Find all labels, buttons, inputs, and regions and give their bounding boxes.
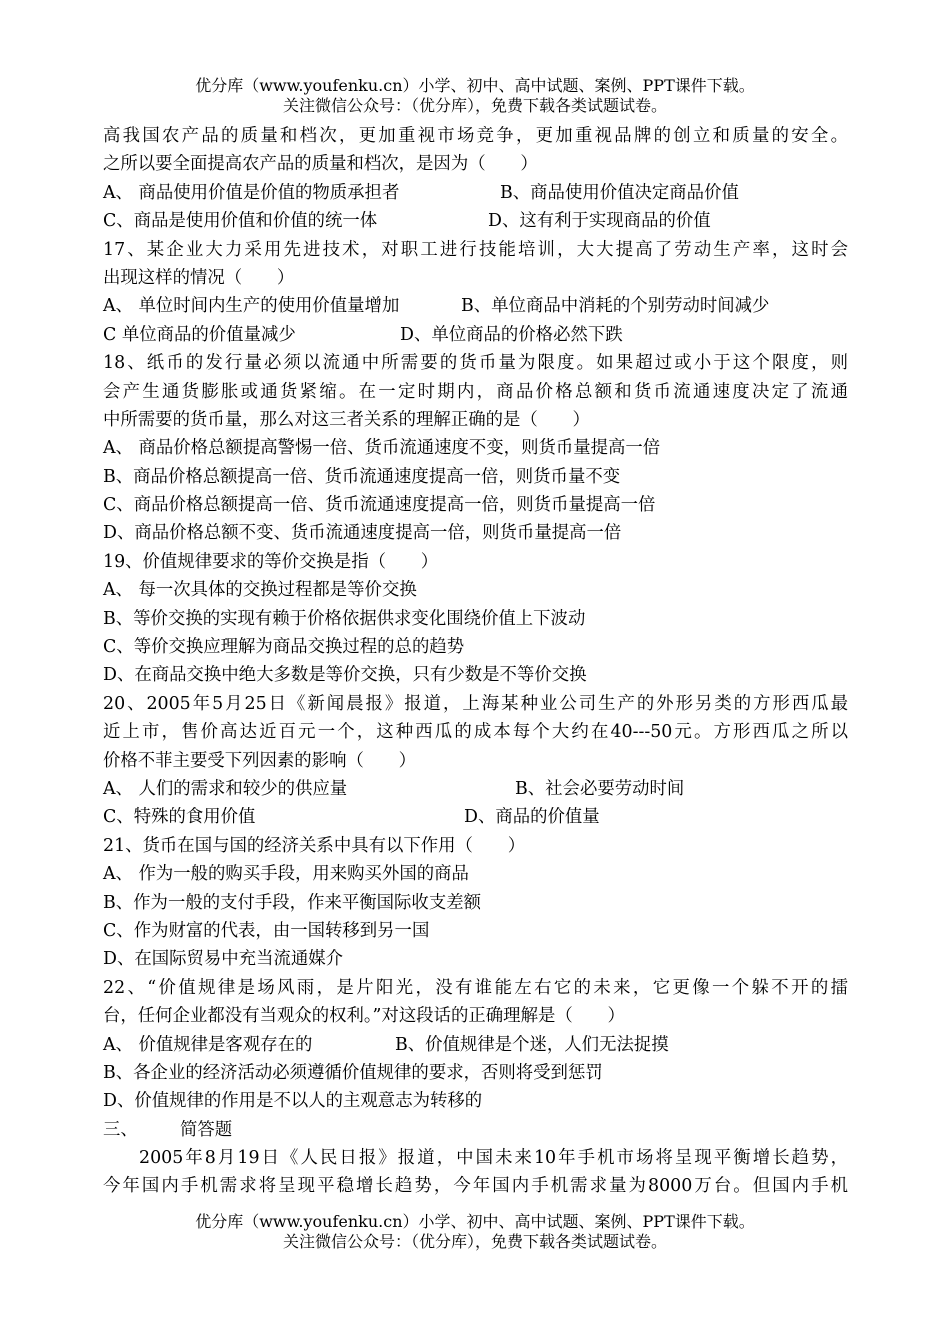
page-header [0, 76, 950, 116]
q18-option-d: D、商品价格总额不变、货币流通速度提高一倍，则货币量提高一倍 [103, 523, 622, 544]
section-3-number: 三、 [103, 1119, 138, 1140]
q16-option-a: A、 商品使用价值是价值的物质承担者 [103, 182, 400, 203]
passage-line-1: 2005年8月19日《人民日报》报道，中国未来10年手机市场将呈现平衡增长趋势， [139, 1148, 848, 1169]
q18-option-b: B、商品价格总额提高一倍、货币流通速度提高一倍，则货币量不变 [103, 466, 621, 487]
q20-options-row-1 [103, 775, 848, 803]
q22-stem-line-1: 22、“价值规律是场风雨，是片阳光，没有谁能左右它的未来，它更像一个躲不开的擂 [103, 977, 848, 998]
q19-stem-line-1: 19、价值规律要求的等价交换是指（ ） [103, 551, 439, 572]
q21-option-b: B、作为一般的支付手段，作来平衡国际收支差额 [103, 892, 481, 913]
q19-option-d: D、在商品交换中绝大多数是等价交换，只有少数是不等价交换 [103, 665, 587, 686]
q20-option-d: D、商品的价值量 [464, 807, 600, 828]
q16-options-row-2 [103, 207, 848, 235]
q22-option-a: A、 价值规律是客观存在的 [103, 1034, 313, 1055]
q22-option-b: B、价值规律是个迷，人们无法捉摸 [395, 1034, 669, 1055]
q19-option-b: B、等价交换的实现有赖于价格依据供求变化围绕价值上下波动 [103, 608, 586, 629]
header-line-2: 关注微信公众号：（优分库），免费下载各类试题试卷。 [282, 96, 667, 115]
document-body [103, 122, 848, 1201]
q22-option-d: D、价值规律的作用是不以人的主观意志为转移的 [103, 1091, 483, 1112]
q20-option-c: C、特殊的食用价值 [103, 807, 256, 828]
q17-options-row-2 [103, 321, 848, 349]
q22-stem-line-2: 台，任何企业都没有当观众的权利。”对这段话的正确理解是（ ） [103, 1006, 625, 1027]
q17-option-a: A、 单位时间内生产的使用价值量增加 [103, 296, 400, 317]
q18-stem-line-1: 18、纸币的发行量必须以流通中所需要的货币量为限度。如果超过或小于这个限度，则 [103, 353, 848, 374]
q16-stem-line-1: 高我国农产品的质量和档次，更加重视市场竞争，更加重视品牌的创立和质量的安全。 [103, 126, 848, 146]
q20-options-row-2 [103, 803, 848, 831]
q16-stem-line-2: 之所以要全面提高农产品的质量和档次，是因为（ ） [103, 154, 538, 175]
q16-option-b: B、商品使用价值决定商品价值 [500, 182, 739, 203]
q16-option-d: D、这有利于实现商品的价值 [488, 211, 711, 232]
page-footer [0, 1212, 950, 1252]
q21-option-a: A、 作为一般的购买手段，用来购买外国的商品 [103, 864, 469, 885]
q19-option-c: C、等价交换应理解为商品交换过程的总的趋势 [103, 637, 465, 658]
q20-stem-line-3: 价格不菲主要受下列因素的影响（ ） [103, 750, 417, 771]
q22-options-row-1 [103, 1031, 848, 1059]
q17-option-b: B、单位商品中消耗的个别劳动时间减少 [461, 296, 770, 317]
q17-stem-line-2: 出现这样的情况（ ） [103, 267, 295, 288]
q20-stem-line-2: 近上市，售价高达近百元一个，这种西瓜的成本每个大约在40---50元。方形西瓜之所以 [103, 722, 848, 743]
q18-option-a: A、 商品价格总额提高警惕一倍、货币流通速度不变，则货币量提高一倍 [103, 438, 661, 459]
q17-option-d: D、单位商品的价格必然下跌 [400, 324, 623, 345]
q17-option-c: C 单位商品的价值量减少 [103, 324, 296, 345]
section-3-heading [103, 1116, 848, 1144]
section-3-title: 简答题 [180, 1119, 233, 1140]
q17-stem-line-1: 17、某企业大力采用先进技术，对职工进行技能培训，大大提高了劳动生产率，这时会 [103, 239, 848, 260]
q21-option-c: C、作为财富的代表，由一国转移到另一国 [103, 920, 430, 941]
q22-option-c: B、各企业的经济活动必须遵循价值规律的要求，否则将受到惩罚 [103, 1062, 603, 1083]
q18-stem-line-3: 中所需要的货币量，那么对这三者关系的理解正确的是（ ） [103, 409, 590, 430]
q17-options-row-1 [103, 292, 848, 320]
passage-line-2: 今年国内手机需求将呈现平稳增长趋势，今年国内手机需求量为8000万台。但国内手机 [103, 1176, 848, 1197]
q20-option-a: A、 人们的需求和较少的供应量 [103, 778, 348, 799]
q21-option-d: D、在国际贸易中充当流通媒介 [103, 949, 344, 970]
q19-option-a: A、 每一次具体的交换过程都是等价交换 [103, 580, 417, 601]
q21-stem-line-1: 21、货币在国与国的经济关系中具有以下作用（ ） [103, 835, 526, 856]
header-line-1: 优分库（www.youfenku.cn）小学、初中、高中试题、案例、PPT课件下载。 [195, 76, 755, 95]
q20-option-b: B、社会必要劳动时间 [515, 778, 685, 799]
q16-options-row-1 [103, 179, 848, 207]
q20-stem-line-1: 20、2005年5月25日《新闻晨报》报道，上海某种业公司生产的外形另类的方形西瓜最 [103, 693, 848, 714]
q16-option-c: C、商品是使用价值和价值的统一体 [103, 211, 378, 232]
footer-line-2: 关注微信公众号：（优分库），免费下载各类试题试卷。 [282, 1232, 667, 1251]
q18-option-c: C、商品价格总额提高一倍、货币流通速度提高一倍，则货币量提高一倍 [103, 495, 656, 516]
q18-stem-line-2: 会产生通货膨胀或通货紧缩。在一定时期内，商品价格总额和货币流通速度决定了流通 [103, 381, 848, 402]
footer-line-1: 优分库（www.youfenku.cn）小学、初中、高中试题、案例、PPT课件下载。 [195, 1212, 755, 1231]
